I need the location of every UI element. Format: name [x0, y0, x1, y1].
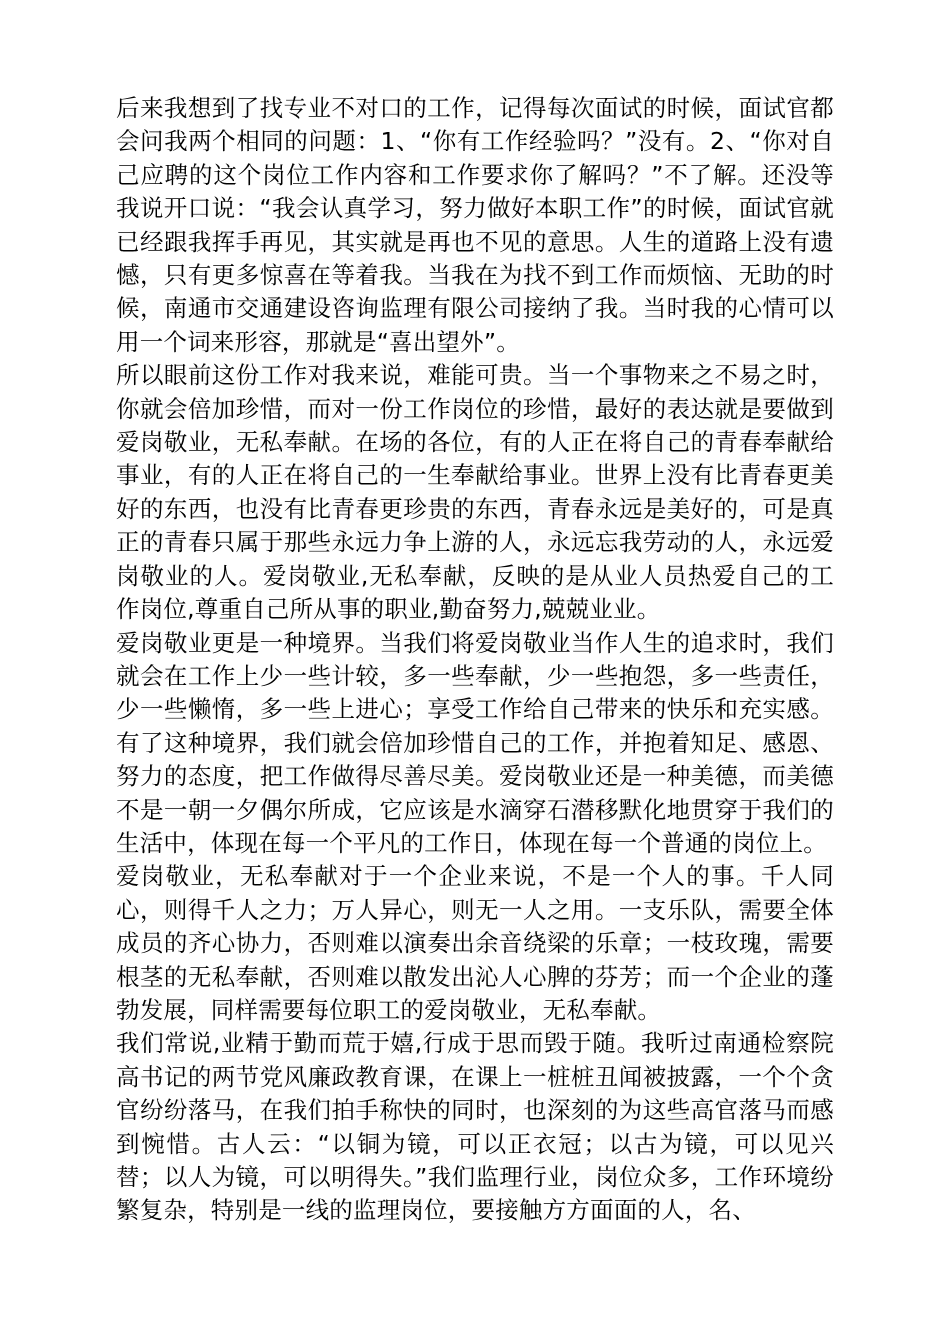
- paragraph-5: [116, 1027, 834, 1227]
- paragraph-2: [116, 359, 834, 626]
- paragraph-1: [116, 92, 834, 359]
- paragraph-5-text: 我们常说,业精于勤而荒于嬉,行成于思而毁于随。我听过南通检察院高书记的两节党风廉政教育课，在课上一桩桩丑闻被披露，一个个贪官纷纷落马，在我们拍手称快的同时，也深刻的为这些高官落马而感到惋惜。古人云：“以铜为镜，可以正衣冠；以古为镜，可以见兴替；以人为镜，可以明得失。”我们监理行业，岗位众多，工作环境纷繁复杂，特别是一线的监理岗位，要接触方方面面的人，名、: [116, 1029, 834, 1225]
- paragraph-4-text: 爱岗敬业，无私奉献对于一个企业来说，不是一个人的事。千人同心，则得千人之力；万人异心，则无一人之用。一支乐队，需要全体成员的齐心协力，否则难以演奏出余音绕梁的乐章；一枝玫瑰，需要根茎的无私奉献，否则难以散发出沁人心脾的芬芳；而一个企业的蓬勃发展，同样需要每位职工的爱岗敬业，无私奉献。: [116, 862, 834, 1024]
- document-page: [116, 92, 834, 1228]
- paragraph-3-text: 爱岗敬业更是一种境界。当我们将爱岗敬业当作人生的追求时，我们就会在工作上少一些计较，多一些奉献，少一些抱怨，多一些责任，少一些懒惰，多一些上进心；享受工作给自己带来的快乐和充实感。有了这种境界，我们就会倍加珍惜自己的工作，并抱着知足、感恩、努力的态度，把工作做得尽善尽美。爱岗敬业还是一种美德，而美德不是一朝一夕偶尔所成，它应该是水滴穿石潜移默化地贯穿于我们的生活中，体现在每一个平凡的工作日，体现在每一个普通的岗位上。: [116, 628, 834, 857]
- paragraph-4: [116, 860, 834, 1027]
- paragraph-3: [116, 627, 834, 861]
- paragraph-2-text: 所以眼前这份工作对我来说，难能可贵。当一个事物来之不易之时，你就会倍加珍惜，而对一份工作岗位的珍惜，最好的表达就是要做到爱岗敬业，无私奉献。在场的各位，有的人正在将自己的青春奉献给事业，有的人正在将自己的一生奉献给事业。世界上没有比青春更美好的东西，也没有比青春更珍贵的东西，青春永远是美好的，可是真正的青春只属于那些永远力争上游的人，永远忘我劳动的人，永远爱岗敬业的人。爱岗敬业,无私奉献，反映的是从业人员热爱自己的工作岗位,尊重自己所从事的职业,勤奋努力,兢兢业业。: [116, 361, 834, 624]
- paragraph-1-text: 后来我想到了找专业不对口的工作，记得每次面试的时候，面试官都会问我两个相同的问题：1、“你有工作经验吗？”没有。2、“你对自己应聘的这个岗位工作内容和工作要求你了解吗？”不了解。还没等我说开口说：“我会认真学习，努力做好本职工作”的时候，面试官就已经跟我挥手再见，其实就是再也不见的意思。人生的道路上没有遗憾，只有更多惊喜在等着我。当我在为找不到工作而烦恼、无助的时候，南通市交通建设咨询监理有限公司接纳了我。当时我的心情可以用一个词来形容，那就是“喜出望外”。: [116, 94, 834, 356]
